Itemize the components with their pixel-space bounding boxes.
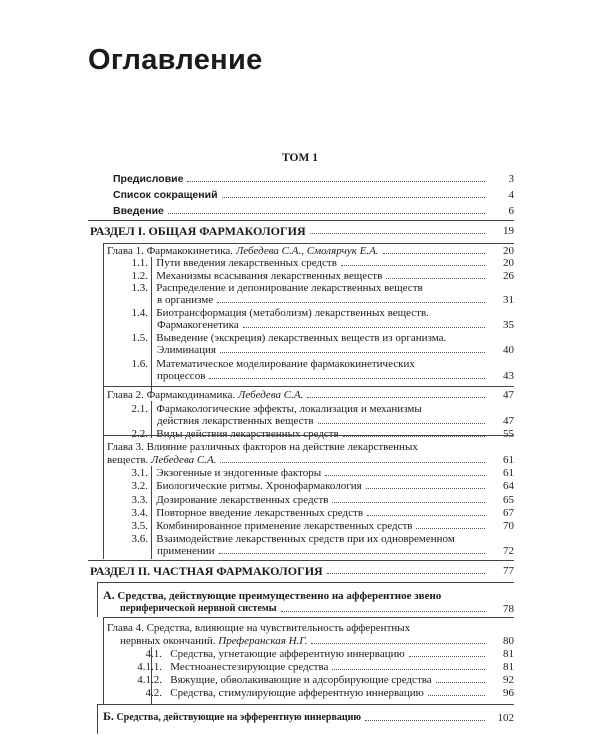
chapter-4-line1: Глава 4. Средства, влияющие на чувствительность афферентных <box>107 622 411 634</box>
chapter-authors: Преферанская Н.Г. <box>218 635 308 647</box>
chapter-title: Фармакодинамика. <box>146 389 236 401</box>
subsection-2-1-line1: 2.1. Фармакологические эффекты, локализация и механизмы <box>131 403 422 415</box>
subsection-1-2[interactable]: 1.2. Механизмы всасывания лекарственных веществ 26 <box>131 270 514 282</box>
subsection-3-2[interactable]: 3.2. Биологические ритмы. Хронофармакология 64 <box>131 480 514 492</box>
entry-label: Список сокращений <box>113 189 218 201</box>
entry-page: 3 <box>508 173 514 185</box>
chapter-prefix: Глава 1. <box>107 245 144 257</box>
chapter-3-entry[interactable]: веществ. Лебедева С.А. 61 <box>107 454 514 466</box>
subsection-4-1[interactable]: 4.1. Средства, угнетающие афферентную иннервацию 81 <box>145 648 514 660</box>
subsection-4-2[interactable]: 4.2. Средства, стимулирующие афферентную иннервацию 96 <box>145 687 514 699</box>
entry-page: 4 <box>508 189 514 201</box>
chapter-1-entry[interactable] <box>107 245 514 257</box>
part-page: 19 <box>503 225 514 237</box>
entry-page: 6 <box>508 205 514 217</box>
chapter-3-line1: Глава 3. Влияние различных факторов на действие лекарственных <box>107 441 418 453</box>
section-b-entry[interactable]: Б. Средства, действующие на эфферентную иннервацию 102 <box>103 709 514 724</box>
subsection-1-6-line1: 1.6. Математическое моделирование фармакокинетических <box>131 358 415 370</box>
subsection-1-1[interactable]: 1.1. Пути введения лекарственных средств 20 <box>131 257 514 269</box>
chapter-page: 47 <box>503 389 514 401</box>
chapter-page: 61 <box>503 454 514 466</box>
entry-label: Предисловие <box>113 173 184 185</box>
subsection-1-3-line1: 1.3. Распределение и депонирование лекарственных веществ <box>131 282 423 294</box>
chapter-authors: Лебедева С.А. <box>237 389 304 401</box>
toc-entry-preface[interactable] <box>113 173 514 185</box>
subsection-3-6[interactable]: применении 72 <box>157 545 514 557</box>
subsection-3-1[interactable]: 3.1. Экзогенные и эндогенные факторы 61 <box>131 467 514 479</box>
subsection-1-6[interactable]: процессов 43 <box>157 370 514 382</box>
subsection-2-2[interactable]: 2.2. Виды действия лекарственных средств 55 <box>131 428 514 440</box>
chapter-page: 20 <box>503 245 514 257</box>
part-1-heading[interactable] <box>90 225 514 237</box>
subsection-1-5-line1: 1.5. Выведение (экскреция) лекарственных веществ из организма. <box>131 332 447 344</box>
part-2-heading[interactable] <box>90 565 514 577</box>
subsection-1-5[interactable]: Элиминация 40 <box>157 344 514 356</box>
subsection-1-4-line1: 1.4. Биотрансформация (метаболизм) лекарственных веществ. <box>131 307 429 319</box>
subsection-3-5[interactable]: 3.5. Комбинированное применение лекарственных средств 70 <box>131 520 514 532</box>
volume-heading: ТОМ 1 <box>282 152 318 164</box>
subsection-3-4[interactable]: 3.4. Повторное введение лекарственных средств 67 <box>131 507 514 519</box>
part-label: РАЗДЕЛ I. ОБЩАЯ ФАРМАКОЛОГИЯ <box>90 224 306 238</box>
chapter-2-entry[interactable] <box>107 389 514 401</box>
toc-entry-abbreviations[interactable] <box>113 189 514 201</box>
chapter-4-entry[interactable]: нервных окончаний. Преферанская Н.Г. 80 <box>120 635 514 647</box>
chapter-title: Фармакокинетика. <box>146 245 234 257</box>
section-a-line1: А. Средства, действующие преимущественно на афферентное звено <box>103 588 442 602</box>
subsection-1-4[interactable]: Фармакогенетика 35 <box>157 319 514 331</box>
subsection-1-3[interactable]: в организме 31 <box>157 294 514 306</box>
chapter-authors: Лебедева С.А. <box>151 454 217 466</box>
subsection-4-1-2[interactable]: 4.1.2. Вяжущие, обволакивающие и адсорбирующие средства 92 <box>137 674 514 686</box>
part-page: 77 <box>503 565 514 577</box>
part-label: РАЗДЕЛ II. ЧАСТНАЯ ФАРМАКОЛОГИЯ <box>90 564 323 578</box>
page-title: Оглавление <box>88 44 263 76</box>
chapter-page: 80 <box>503 635 514 647</box>
subsection-3-6-line1: 3.6. Взаимодействие лекарственных средств при их одновременном <box>131 533 455 545</box>
subsection-4-1-1[interactable]: 4.1.1. Местноанестезирующие средства 81 <box>137 661 514 673</box>
toc-entry-introduction[interactable] <box>113 205 514 217</box>
subsection-2-1[interactable]: действия лекарственных веществ 47 <box>157 415 514 427</box>
chapter-prefix: Глава 2. <box>107 389 144 401</box>
subsection-3-3[interactable]: 3.3. Дозирование лекарственных средств 65 <box>131 494 514 506</box>
section-a-entry[interactable]: периферической нервной системы 78 <box>120 603 514 615</box>
entry-label: Введение <box>113 205 164 217</box>
chapter-authors: Лебедева С.А., Смолярчук Е.А. <box>235 245 379 257</box>
